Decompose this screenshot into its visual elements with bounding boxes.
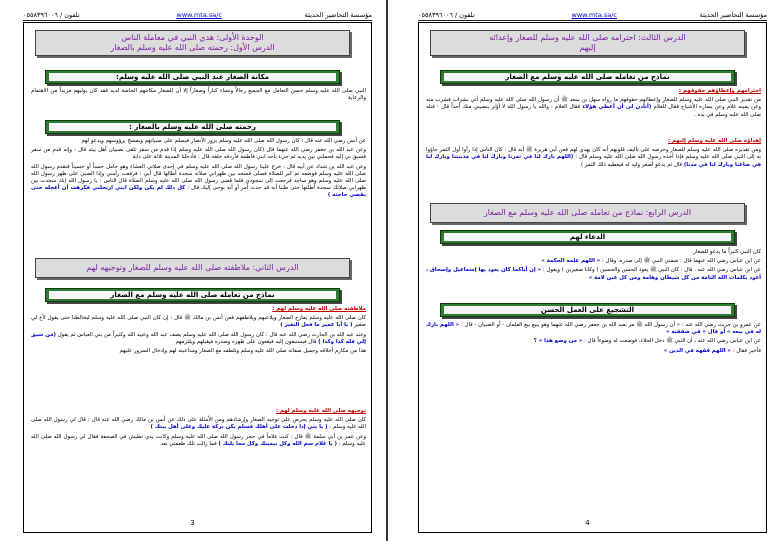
paragraph: فقال الغلام : والله يا رسول الله لا أؤثر بنصيبي منك أحداً قال : فتله صلى الله عليه وسلم في يده . bbox=[426, 104, 761, 118]
section-heading: مكانة الصغار عند النبي صلى الله عليه وسلم: bbox=[45, 70, 340, 84]
page-number: 4 bbox=[585, 519, 590, 527]
paragraph: وعن عبد الله بن جعفر رضي الله عنهما قال (كان رسول الله صلى الله عليه وسلم إذا قدم من سفر تلقى بصبيان أهل بيته قال : وإنه قدم من سفر فسبق بي إليه فحملني بين يديه ثم جيء بأحد ابني فاطمة فأردفه خلفه قال : فأدخلنا المدينة ثلاثة على دابة bbox=[31, 147, 366, 161]
quote: « اللهم بارك له في بيعه » أو قال « في صفقته » bbox=[426, 322, 761, 336]
lesson-banner bbox=[35, 30, 350, 56]
section-heading: الدعاء لهم bbox=[440, 230, 735, 244]
page-3 bbox=[5, 0, 380, 541]
paragraph: كان صلى الله عليه وسلم يمازح الصغار ويلاعبهم ويلاطفهم فعن أنس بن مالك ﷺ قال : إن كان النبي صلى الله عليه وسلم ليخالطنا حتى يقول لأخ لي صغير bbox=[31, 315, 366, 329]
paragraph: كان النبي كثيراً ما يدعو للصغار bbox=[693, 249, 761, 255]
paragraph: وعن عبد الله بن شداد عن أبيه قال : خرج علينا رسول الله صلى الله عليه وسلم في إحدى صلاتي العشاء وهو حامل حسناً أو حسيناً فتقدم رسول الله صلى الله عليه وسلم فوضعه ثم كبر للصلاة فصلى فسجد بين ظهراني صلاته سجدة أطالها قال أبي : فرفعت رأسي وإذا الصبي على ظهر رسول الله صلى الله عليه وسلم وهو ساجد فرجعت إلى سجودي فلما قضى رسول الله صلى الله عليه وسلم الصلاة قال الناس : يا رسول الله إنك سجدت بين ظهراني صلاتك سجدة أطلتها حتى ظننا أنه قد حدث أمر أو أنه يوحى إليك قال : bbox=[31, 163, 366, 192]
quote: (من سبق إلي فله كذا وكذا ) bbox=[31, 331, 366, 345]
header-site-link[interactable]: www.mta.sa/c bbox=[176, 11, 222, 19]
paragraph: وعن عمر بن أبي سلمة ﷺ قال : كنت غلاماً في حجر رسول الله صلى الله عليه وسلم وكانت يدي تطيش في الصحفة فقال لي رسول الله صلى الله عليه وسلم : bbox=[31, 433, 366, 447]
page-4 bbox=[400, 0, 775, 541]
banner-line: إليهم bbox=[579, 43, 596, 52]
paragraph: عن ابن عباس رضي الله عنه ، قال : كان النبي ﷺ يعوذ الحسن والحسين ( وكانا صغيرين ) ويقول : bbox=[542, 267, 762, 274]
banner-line: الدرس الثالث: احترامه صلى الله عليه وسلم للصغار وإعدائه bbox=[489, 33, 686, 42]
banner-line: الدرس الأول: رحمته صلى الله عليه وسلم بالصغار bbox=[110, 43, 275, 52]
paragraph: فأخبر فقال : bbox=[732, 347, 761, 354]
text-block-guidance bbox=[31, 408, 366, 450]
paragraph: وعند عبد الله بن الحارث رضي الله عنه قال : كان رسول الله صلى الله عليه وسلم يصف عبد الله وعبيد الله وكثيراً من بني العباس ثم يقول bbox=[57, 331, 367, 338]
header-org: مؤسسة التحاضير الحديثة bbox=[699, 11, 767, 19]
paragraph: فما زالت تلك طعمتي بعد bbox=[160, 440, 217, 447]
quote: (اللهم بارك لنا في ثمرنا وبارك لنا في مدينتنا وبارك لنا في صاعنا وبارك لنا في مدنا) bbox=[426, 154, 761, 168]
page-header bbox=[418, 10, 767, 21]
text-block-kindness bbox=[31, 306, 366, 357]
section-heading: نماذج من تعامله صلى الله عليه وسلم مع الصغار bbox=[45, 288, 340, 302]
text-block-dua bbox=[426, 249, 761, 284]
paragraph: هذا من مكارم أخلاقه وجميل صفاته صلى الله عليه وسلم وتلطفه مع الصغار ومداعبته لهم وإدخال السرور عليهم bbox=[119, 348, 366, 355]
paragraph: قال فيستبقون إليه فيقعون على ظهره وصدره فيقبلهم ويلتزمهم bbox=[175, 338, 317, 345]
header-org: مؤسسة التحاضير الحديثة bbox=[304, 11, 372, 19]
section-heading: رحمته صلى الله عليه وسلم بالصغار : bbox=[45, 120, 340, 134]
quote: « اللهم علمه الحكمة » bbox=[541, 258, 601, 265]
subheading: توجيهه صلى الله عليه وسلم لهم : bbox=[275, 408, 366, 414]
paragraph: قال ثم يدعو أصغر وليد له فيعطيه ذلك الثمر ) bbox=[580, 161, 683, 168]
section-heading: نماذج من تعامله صلى الله عليه وسلم مع الصغار bbox=[440, 70, 735, 84]
text-block-respect bbox=[426, 88, 761, 121]
text-block-encourage bbox=[426, 322, 761, 357]
paragraph: عن ابن عباس رضي الله عنهما قال : ضمني النبي ﷺ إلى صدره، وقال : bbox=[602, 258, 761, 265]
quote: « من وضع هذا » ؟ bbox=[533, 338, 583, 345]
lesson-banner bbox=[35, 258, 350, 278]
section-heading: التشجيع على العمل الحسن bbox=[440, 303, 735, 317]
quote: ( يا غلام سم الله وكل بيمينك وكل مما يليك ) bbox=[218, 440, 338, 447]
paragraph: من تقدير النبي صلى الله عليه وسلم للصغار وإعطائهم حقوقهم ما رواه سهل بن سعد ﷺ أن رسول الله صلى الله عليه وسلم أتي بشراب فشرب منه وعن يمينه غلام وعن يساره الأشياخ فقال للغلام bbox=[426, 97, 762, 111]
quote: (أتأذن لي أن أعطي هؤلاء bbox=[582, 104, 652, 111]
header-phone: تلفون / ٠٥٥٨٣٩٦٠٠٦ bbox=[418, 11, 475, 19]
paragraph: النبي صلى الله عليه وسلم حسن التعامل مع الجميع رجالاً ونساء كباراً وصغاراً إلا أن للصغار مكانتهم الخاصة لديه فقد كان يوليهم مزيداً من الاهتمام والرعاية bbox=[31, 88, 366, 102]
header-phone: تلفون / ٠٥٥٨٣٩٦٠٠٦ bbox=[23, 11, 80, 19]
page-number: 3 bbox=[190, 519, 195, 527]
text-block-status bbox=[31, 88, 366, 104]
lesson-banner bbox=[430, 203, 745, 223]
paragraph: عن أنس رضي الله عنه قال : كان رسول الله صلى الله عليه وسلم يزور الأنصار فيسلم على صبيانهم ويمسح برؤوسهم ويدعو لهم bbox=[81, 138, 366, 144]
banner-line: الوحدة الأولى: هدي النبي في معاملة الناس bbox=[121, 33, 264, 42]
quote: كل ذلك لم يكن ولكن ابني ارتحلني فكرهت أن أعجله حتى يقضي حاجته ) bbox=[31, 185, 366, 199]
subheading: احترامهم وإعطاؤهم حقوقهم : bbox=[679, 88, 761, 94]
quote: « إن أباكما كان يعوذ بها إسماعيل وإسحاق ، أعوذ بكلمات الله التامة من كل شيطان وهامة ومن كل عين لامة » bbox=[426, 267, 761, 281]
paragraph: عن ابن عباس رضي الله عنه ، أن النبي ﷺ دخل الخلاء، فوضعت له وضوءاً قال : bbox=[584, 338, 761, 345]
paragraph: ومن تقديره صلى الله عليه وسلم للصغار وحرصه على تأليف قلوبهم أنه كان يهدي لهم فعن أبي هريرة ﷺ أنه قال : كان الناس إذا رأوا أول الثمر جاؤوا به إلى النبي صلى الله عليه وسلم فإذا أخذه رسول الله صلى الله عليه وسلم قال : bbox=[426, 147, 761, 161]
paragraph: كان صلى الله عليه وسلم يحرص على توجيه الصغار وإرشادهم ومن الأمثلة على ذلك عن أنس بن مالك رضي الله عنه قال : قال لي رسول الله صلى الله عليه وسلم : bbox=[31, 417, 366, 431]
header-site-link[interactable]: www.mta.sa/c bbox=[571, 11, 617, 19]
text-block-mercy bbox=[31, 138, 366, 202]
paragraph: عن عمرو بن حريث رضي الله عنه : « أن رسول الله ﷺ مر بعبد الله بن جعفر رضي الله عنهما وهو يبيع بيع الغلمان - أو الصبيان - قال : bbox=[461, 322, 761, 328]
quote: ( يا أبا عمير ما فعل النغير ) bbox=[280, 322, 353, 329]
subheading: إهداؤه صلى الله عليه وسلم إليهم : bbox=[668, 138, 761, 144]
lesson-banner bbox=[430, 30, 745, 56]
banner-line: الدرس الرابع: نماذج من تعامله صلى الله عليه وسلم مع الصغار bbox=[483, 208, 692, 217]
subheading: ملاطفته صلى الله عليه وسلم لهم : bbox=[272, 306, 366, 312]
banner-line: الدرس الثاني: ملاطفته صلى الله عليه وسلم للصغار وتوجيهه لهم bbox=[86, 263, 299, 272]
page-header bbox=[23, 10, 372, 21]
page-gutter bbox=[386, 0, 388, 541]
quote: ( يا بني إذا دخلت على أهلك فسلم يكن بركة عليك وعلى أهل بيتك ) bbox=[150, 424, 328, 431]
text-block-gifts bbox=[426, 138, 761, 171]
quote: « اللهم فقهه في الدين » bbox=[663, 347, 732, 354]
